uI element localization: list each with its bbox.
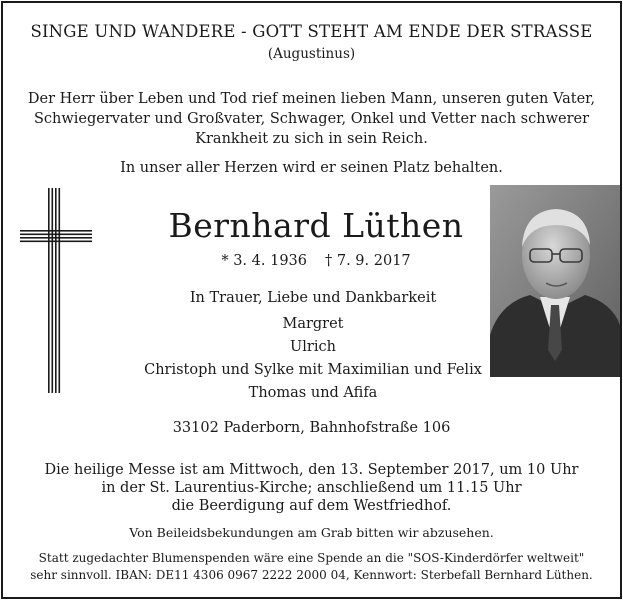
donation-note: [3, 550, 620, 584]
portrait-photo: [490, 185, 620, 377]
life-dates: [166, 253, 466, 269]
mass-line: Die heilige Messe ist am Mittwoch, den 13. September 2017, um 10 Uhr: [44, 462, 579, 478]
mourning-phrase: In Trauer, Liebe und Dankbarkeit: [189, 290, 437, 306]
mourner-name: Thomas und Afifa: [248, 385, 378, 401]
intro-closing: In unser aller Herzen wird er seinen Platz behalten.: [120, 160, 503, 176]
mass-info: [3, 461, 620, 515]
intro-paragraph: [3, 89, 620, 149]
mourner-name: Margret: [282, 316, 344, 332]
intro-line: Schwiegervater und Großvater, Schwager, Onkel und Vetter nach schwerer: [33, 111, 590, 127]
address: 33102 Paderborn, Bahnhofstraße 106: [172, 420, 451, 436]
motto-source: (Augustinus): [267, 46, 356, 62]
intro-line: Der Herr über Leben und Tod rief meinen lieben Mann, unseren guten Vater,: [27, 91, 596, 107]
mass-line: in der St. Laurentius-Kirche; anschließend um 11.15 Uhr: [101, 480, 522, 496]
condolence-note: Von Beileidsbekundungen am Grab bitten wir abzusehen.: [129, 525, 494, 540]
cross-icon: [20, 188, 92, 393]
donation-line: sehr sinnvoll. IBAN: DE11 4306 0967 2222 2000 04, Kennwort: Sterbefall Bernhard Lüthen.: [30, 568, 593, 582]
intro-line: Krankheit zu sich in sein Reich.: [195, 131, 428, 147]
obituary-card: [1, 1, 622, 599]
donation-line: Statt zugedachter Blumenspenden wäre eine Spende an die "SOS-Kinderdörfer weltweit": [38, 551, 585, 565]
death-date: † 7. 9. 2017: [325, 253, 411, 269]
motto: SINGE UND WANDERE - GOTT STEHT AM ENDE DER STRASSE: [30, 22, 593, 41]
birth-date: * 3. 4. 1936: [221, 253, 307, 269]
mourner-name: Christoph und Sylke mit Maximilian und Felix: [144, 362, 482, 378]
mourner-name: Ulrich: [290, 339, 336, 355]
mass-line: die Beerdigung auf dem Westfriedhof.: [171, 498, 452, 514]
deceased-name: Bernhard Lüthen: [168, 206, 464, 245]
